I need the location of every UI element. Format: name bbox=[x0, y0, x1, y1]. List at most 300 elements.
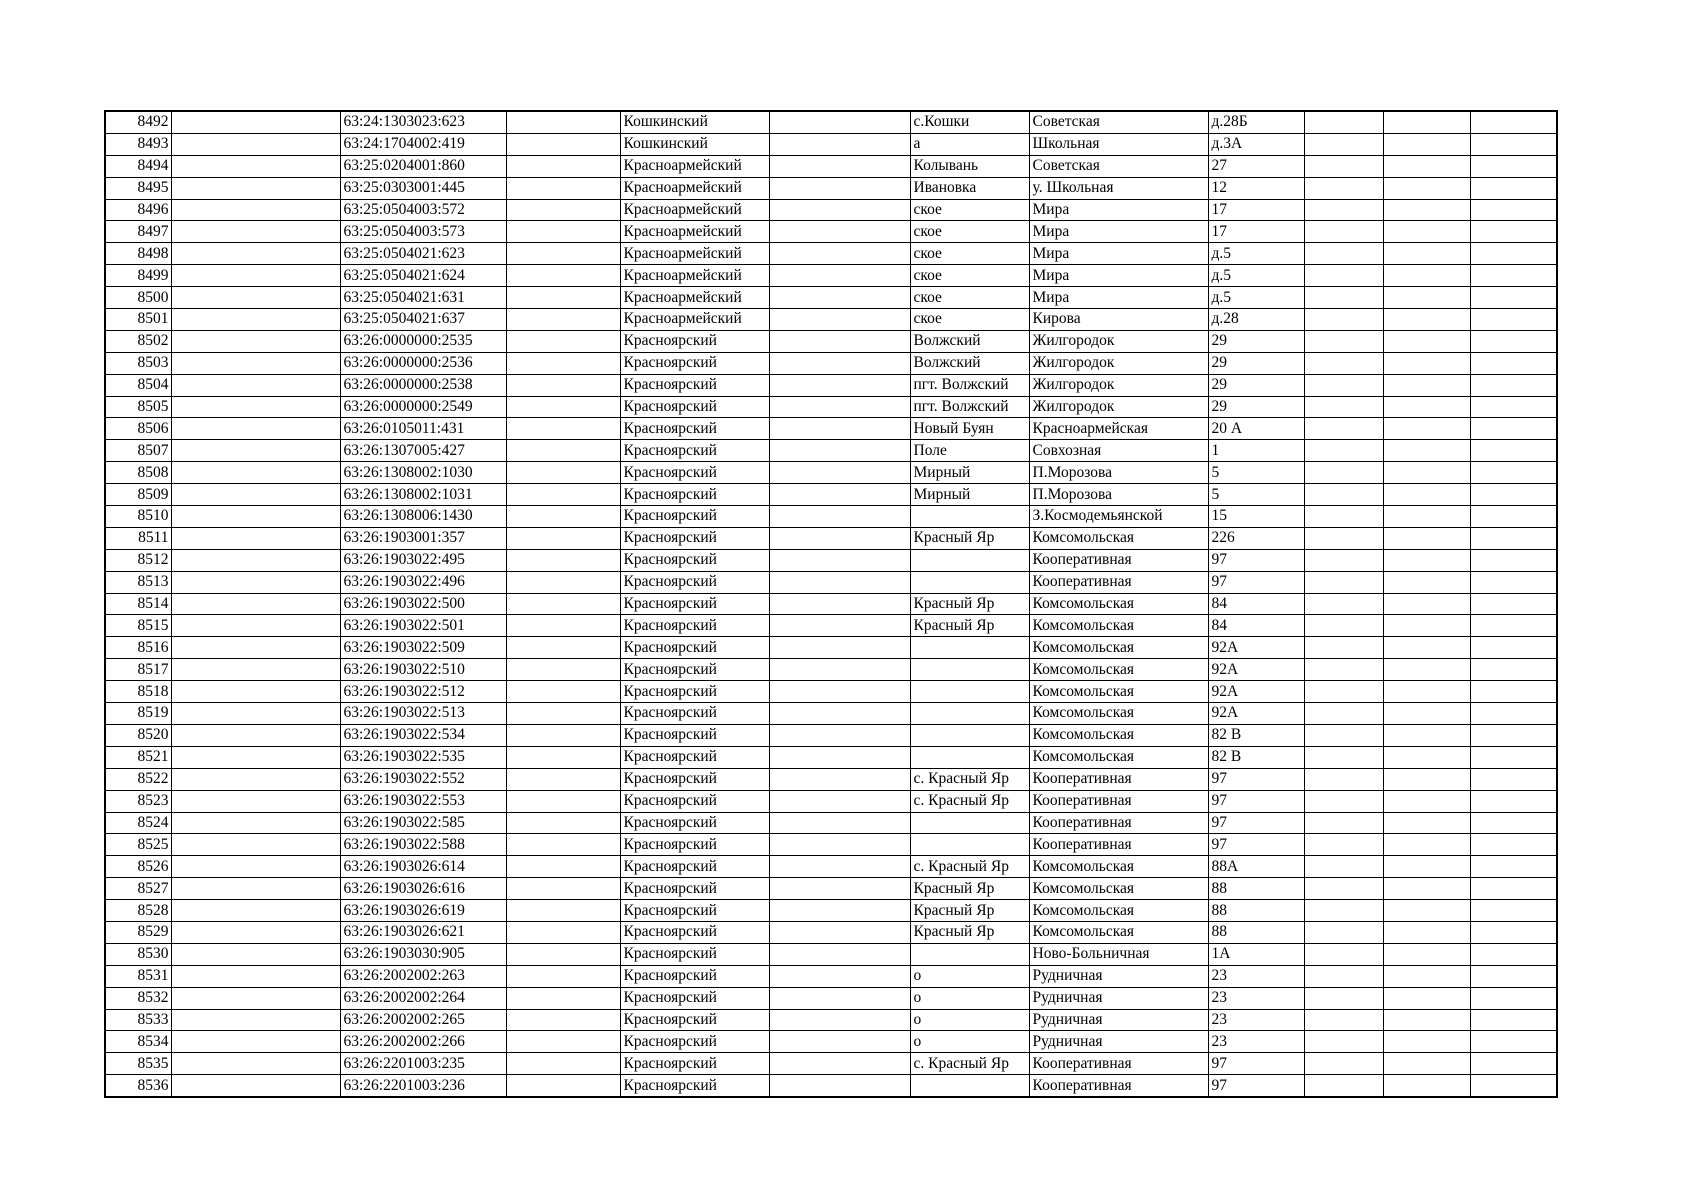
cadastral-number-cell: 63:26:1903026:621 bbox=[340, 921, 506, 943]
row-number-cell: 8531 bbox=[105, 965, 171, 987]
empty-cell bbox=[1304, 615, 1383, 637]
house-number-cell: 23 bbox=[1208, 1031, 1304, 1053]
settlement-cell bbox=[910, 681, 1029, 703]
empty-cell bbox=[769, 221, 910, 243]
empty-cell bbox=[1470, 199, 1557, 221]
empty-cell bbox=[171, 243, 340, 265]
empty-cell bbox=[1304, 265, 1383, 287]
district-cell: Красноярский bbox=[620, 834, 769, 856]
district-cell: Красноармейский bbox=[620, 309, 769, 331]
empty-cell bbox=[1304, 768, 1383, 790]
house-number-cell: 82 В bbox=[1208, 746, 1304, 768]
empty-cell bbox=[1304, 790, 1383, 812]
house-number-cell: 12 bbox=[1208, 177, 1304, 199]
street-cell: Рудничная bbox=[1029, 1009, 1208, 1031]
empty-cell bbox=[506, 155, 620, 177]
street-cell: Кооперативная bbox=[1029, 1053, 1208, 1075]
empty-cell bbox=[506, 746, 620, 768]
empty-cell bbox=[171, 834, 340, 856]
empty-cell bbox=[1304, 396, 1383, 418]
house-number-cell: д.5 bbox=[1208, 287, 1304, 309]
cadastral-number-cell: 63:26:0000000:2536 bbox=[340, 352, 506, 374]
empty-cell bbox=[769, 549, 910, 571]
street-cell: Комсомольская bbox=[1029, 593, 1208, 615]
table-row bbox=[105, 834, 1557, 856]
empty-cell bbox=[506, 111, 620, 133]
cadastral-number-cell: 63:26:2002002:265 bbox=[340, 1009, 506, 1031]
empty-cell bbox=[1383, 812, 1470, 834]
row-number-cell: 8529 bbox=[105, 921, 171, 943]
house-number-cell: 97 bbox=[1208, 812, 1304, 834]
district-cell: Красноярский bbox=[620, 1031, 769, 1053]
empty-cell bbox=[1304, 199, 1383, 221]
settlement-cell: с. Красный Яр bbox=[910, 1053, 1029, 1075]
empty-cell bbox=[1470, 484, 1557, 506]
empty-cell bbox=[769, 659, 910, 681]
empty-cell bbox=[1304, 878, 1383, 900]
empty-cell bbox=[1470, 681, 1557, 703]
empty-cell bbox=[171, 265, 340, 287]
district-cell: Красноярский bbox=[620, 856, 769, 878]
empty-cell bbox=[506, 659, 620, 681]
empty-cell bbox=[1383, 856, 1470, 878]
empty-cell bbox=[171, 790, 340, 812]
empty-cell bbox=[1304, 965, 1383, 987]
empty-cell bbox=[769, 681, 910, 703]
empty-cell bbox=[171, 856, 340, 878]
house-number-cell: 23 bbox=[1208, 965, 1304, 987]
district-cell: Красноярский bbox=[620, 396, 769, 418]
empty-cell bbox=[171, 1031, 340, 1053]
empty-cell bbox=[1470, 1053, 1557, 1075]
empty-cell bbox=[769, 834, 910, 856]
house-number-cell: 92А bbox=[1208, 659, 1304, 681]
cadastral-number-cell: 63:26:1903022:513 bbox=[340, 703, 506, 725]
district-cell: Красноармейский bbox=[620, 287, 769, 309]
empty-cell bbox=[506, 352, 620, 374]
empty-cell bbox=[506, 243, 620, 265]
empty-cell bbox=[1304, 462, 1383, 484]
empty-cell bbox=[171, 921, 340, 943]
street-cell: Комсомольская bbox=[1029, 921, 1208, 943]
row-number-cell: 8516 bbox=[105, 637, 171, 659]
street-cell: у. Школьная bbox=[1029, 177, 1208, 199]
street-cell: Комсомольская bbox=[1029, 637, 1208, 659]
empty-cell bbox=[1304, 221, 1383, 243]
empty-cell bbox=[171, 309, 340, 331]
empty-cell bbox=[1304, 133, 1383, 155]
cadastral-number-cell: 63:26:1308002:1030 bbox=[340, 462, 506, 484]
settlement-cell: с. Красный Яр bbox=[910, 790, 1029, 812]
empty-cell bbox=[769, 484, 910, 506]
empty-cell bbox=[1470, 177, 1557, 199]
empty-cell bbox=[1383, 965, 1470, 987]
district-cell: Красноярский bbox=[620, 681, 769, 703]
street-cell: Комсомольская bbox=[1029, 856, 1208, 878]
house-number-cell: 97 bbox=[1208, 549, 1304, 571]
house-number-cell: 29 bbox=[1208, 330, 1304, 352]
empty-cell bbox=[1304, 724, 1383, 746]
empty-cell bbox=[506, 418, 620, 440]
settlement-cell: Колывань bbox=[910, 155, 1029, 177]
table-row bbox=[105, 418, 1557, 440]
house-number-cell: 97 bbox=[1208, 834, 1304, 856]
empty-cell bbox=[171, 155, 340, 177]
empty-cell bbox=[1304, 155, 1383, 177]
settlement-cell: с.Кошки bbox=[910, 111, 1029, 133]
street-cell: Кооперативная bbox=[1029, 834, 1208, 856]
empty-cell bbox=[1304, 1075, 1383, 1097]
empty-cell bbox=[171, 111, 340, 133]
empty-cell bbox=[171, 681, 340, 703]
cadastral-number-cell: 63:26:1903022:535 bbox=[340, 746, 506, 768]
row-number-cell: 8527 bbox=[105, 878, 171, 900]
empty-cell bbox=[769, 374, 910, 396]
street-cell: П.Морозова bbox=[1029, 462, 1208, 484]
district-cell: Красноярский bbox=[620, 724, 769, 746]
empty-cell bbox=[171, 724, 340, 746]
empty-cell bbox=[1304, 571, 1383, 593]
row-number-cell: 8517 bbox=[105, 659, 171, 681]
empty-cell bbox=[769, 243, 910, 265]
empty-cell bbox=[506, 768, 620, 790]
cadastral-number-cell: 63:26:1903022:534 bbox=[340, 724, 506, 746]
street-cell: Кооперативная bbox=[1029, 1075, 1208, 1097]
empty-cell bbox=[1470, 1075, 1557, 1097]
empty-cell bbox=[1470, 571, 1557, 593]
empty-cell bbox=[1383, 374, 1470, 396]
house-number-cell: 5 bbox=[1208, 484, 1304, 506]
district-cell: Красноярский bbox=[620, 965, 769, 987]
table-row bbox=[105, 330, 1557, 352]
table-row bbox=[105, 812, 1557, 834]
house-number-cell: 97 bbox=[1208, 1053, 1304, 1075]
settlement-cell: ское bbox=[910, 287, 1029, 309]
empty-cell bbox=[506, 549, 620, 571]
settlement-cell: Новый Буян bbox=[910, 418, 1029, 440]
street-cell: Комсомольская bbox=[1029, 527, 1208, 549]
house-number-cell: 88 bbox=[1208, 900, 1304, 922]
empty-cell bbox=[506, 703, 620, 725]
empty-cell bbox=[1304, 1053, 1383, 1075]
data-table bbox=[104, 110, 1558, 1098]
empty-cell bbox=[769, 943, 910, 965]
empty-cell bbox=[769, 812, 910, 834]
table-row bbox=[105, 440, 1557, 462]
empty-cell bbox=[1470, 987, 1557, 1009]
empty-cell bbox=[1383, 462, 1470, 484]
cadastral-number-cell: 63:26:1903022:588 bbox=[340, 834, 506, 856]
empty-cell bbox=[171, 506, 340, 528]
empty-cell bbox=[1470, 834, 1557, 856]
cadastral-number-cell: 63:26:2002002:264 bbox=[340, 987, 506, 1009]
row-number-cell: 8520 bbox=[105, 724, 171, 746]
empty-cell bbox=[1304, 374, 1383, 396]
row-number-cell: 8530 bbox=[105, 943, 171, 965]
empty-cell bbox=[1470, 506, 1557, 528]
settlement-cell: ское bbox=[910, 265, 1029, 287]
empty-cell bbox=[506, 987, 620, 1009]
empty-cell bbox=[506, 790, 620, 812]
cadastral-number-cell: 63:26:1903022:509 bbox=[340, 637, 506, 659]
settlement-cell: о bbox=[910, 1009, 1029, 1031]
cadastral-number-cell: 63:25:0303001:445 bbox=[340, 177, 506, 199]
cadastral-number-cell: 63:26:2002002:263 bbox=[340, 965, 506, 987]
street-cell: Комсомольская bbox=[1029, 746, 1208, 768]
street-cell: Рудничная bbox=[1029, 965, 1208, 987]
empty-cell bbox=[171, 746, 340, 768]
district-cell: Красноярский bbox=[620, 330, 769, 352]
settlement-cell: Красный Яр bbox=[910, 593, 1029, 615]
cadastral-number-cell: 63:25:0504021:637 bbox=[340, 309, 506, 331]
empty-cell bbox=[1304, 1031, 1383, 1053]
empty-cell bbox=[769, 746, 910, 768]
table-row bbox=[105, 374, 1557, 396]
settlement-cell: Красный Яр bbox=[910, 900, 1029, 922]
empty-cell bbox=[1304, 287, 1383, 309]
empty-cell bbox=[1304, 352, 1383, 374]
table-row bbox=[105, 177, 1557, 199]
house-number-cell: 97 bbox=[1208, 790, 1304, 812]
district-cell: Красноярский bbox=[620, 615, 769, 637]
row-number-cell: 8534 bbox=[105, 1031, 171, 1053]
cadastral-number-cell: 63:26:1903026:616 bbox=[340, 878, 506, 900]
district-cell: Красноярский bbox=[620, 900, 769, 922]
house-number-cell: 92А bbox=[1208, 681, 1304, 703]
empty-cell bbox=[1383, 265, 1470, 287]
empty-cell bbox=[1470, 221, 1557, 243]
house-number-cell: 92А bbox=[1208, 637, 1304, 659]
empty-cell bbox=[171, 199, 340, 221]
empty-cell bbox=[1470, 549, 1557, 571]
empty-cell bbox=[769, 330, 910, 352]
table-row bbox=[105, 155, 1557, 177]
empty-cell bbox=[1304, 703, 1383, 725]
empty-cell bbox=[769, 571, 910, 593]
table-row bbox=[105, 1009, 1557, 1031]
empty-cell bbox=[769, 856, 910, 878]
empty-cell bbox=[1304, 484, 1383, 506]
empty-cell bbox=[506, 1009, 620, 1031]
empty-cell bbox=[769, 965, 910, 987]
row-number-cell: 8536 bbox=[105, 1075, 171, 1097]
empty-cell bbox=[1470, 768, 1557, 790]
street-cell: Мира bbox=[1029, 221, 1208, 243]
empty-cell bbox=[506, 1053, 620, 1075]
empty-cell bbox=[769, 352, 910, 374]
empty-cell bbox=[1470, 900, 1557, 922]
empty-cell bbox=[506, 965, 620, 987]
empty-cell bbox=[1470, 637, 1557, 659]
settlement-cell: ское bbox=[910, 309, 1029, 331]
empty-cell bbox=[1304, 943, 1383, 965]
empty-cell bbox=[1304, 900, 1383, 922]
street-cell: Кооперативная bbox=[1029, 812, 1208, 834]
house-number-cell: 5 bbox=[1208, 462, 1304, 484]
row-number-cell: 8511 bbox=[105, 527, 171, 549]
empty-cell bbox=[506, 484, 620, 506]
district-cell: Красноярский bbox=[620, 703, 769, 725]
empty-cell bbox=[1304, 330, 1383, 352]
street-cell: Жилгородок bbox=[1029, 396, 1208, 418]
row-number-cell: 8522 bbox=[105, 768, 171, 790]
cadastral-number-cell: 63:26:1903022:501 bbox=[340, 615, 506, 637]
empty-cell bbox=[1383, 615, 1470, 637]
settlement-cell: а bbox=[910, 133, 1029, 155]
street-cell: Жилгородок bbox=[1029, 352, 1208, 374]
table-row bbox=[105, 878, 1557, 900]
empty-cell bbox=[506, 265, 620, 287]
street-cell: Совхозная bbox=[1029, 440, 1208, 462]
cadastral-number-cell: 63:26:0105011:431 bbox=[340, 418, 506, 440]
empty-cell bbox=[1383, 593, 1470, 615]
row-number-cell: 8497 bbox=[105, 221, 171, 243]
table-row bbox=[105, 724, 1557, 746]
empty-cell bbox=[769, 287, 910, 309]
district-cell: Красноармейский bbox=[620, 265, 769, 287]
empty-cell bbox=[769, 527, 910, 549]
cadastral-number-cell: 63:25:0504021:631 bbox=[340, 287, 506, 309]
district-cell: Красноярский bbox=[620, 352, 769, 374]
house-number-cell: 29 bbox=[1208, 352, 1304, 374]
empty-cell bbox=[769, 1031, 910, 1053]
settlement-cell: о bbox=[910, 965, 1029, 987]
district-cell: Красноярский bbox=[620, 593, 769, 615]
district-cell: Красноярский bbox=[620, 637, 769, 659]
empty-cell bbox=[171, 177, 340, 199]
empty-cell bbox=[1383, 440, 1470, 462]
row-number-cell: 8533 bbox=[105, 1009, 171, 1031]
settlement-cell: с. Красный Яр bbox=[910, 856, 1029, 878]
empty-cell bbox=[1383, 287, 1470, 309]
settlement-cell: Мирный bbox=[910, 462, 1029, 484]
empty-cell bbox=[171, 571, 340, 593]
empty-cell bbox=[506, 681, 620, 703]
settlement-cell bbox=[910, 724, 1029, 746]
cadastral-number-cell: 63:26:1903022:496 bbox=[340, 571, 506, 593]
empty-cell bbox=[1304, 309, 1383, 331]
table-row bbox=[105, 462, 1557, 484]
empty-cell bbox=[171, 1009, 340, 1031]
empty-cell bbox=[769, 418, 910, 440]
district-cell: Красноярский bbox=[620, 943, 769, 965]
empty-cell bbox=[1470, 155, 1557, 177]
empty-cell bbox=[506, 1075, 620, 1097]
empty-cell bbox=[769, 768, 910, 790]
house-number-cell: 92А bbox=[1208, 703, 1304, 725]
empty-cell bbox=[769, 506, 910, 528]
cadastral-number-cell: 63:26:1903001:357 bbox=[340, 527, 506, 549]
empty-cell bbox=[769, 987, 910, 1009]
empty-cell bbox=[1470, 812, 1557, 834]
settlement-cell: Волжский bbox=[910, 352, 1029, 374]
table-row bbox=[105, 243, 1557, 265]
empty-cell bbox=[1470, 396, 1557, 418]
empty-cell bbox=[769, 111, 910, 133]
district-cell: Красноармейский bbox=[620, 177, 769, 199]
empty-cell bbox=[1304, 812, 1383, 834]
empty-cell bbox=[171, 440, 340, 462]
street-cell: Жилгородок bbox=[1029, 330, 1208, 352]
district-cell: Красноярский bbox=[620, 1075, 769, 1097]
district-cell: Красноярский bbox=[620, 418, 769, 440]
empty-cell bbox=[1383, 943, 1470, 965]
cadastral-number-cell: 63:26:1308006:1430 bbox=[340, 506, 506, 528]
street-cell: Советская bbox=[1029, 111, 1208, 133]
empty-cell bbox=[171, 287, 340, 309]
empty-cell bbox=[1383, 900, 1470, 922]
district-cell: Красноармейский bbox=[620, 243, 769, 265]
house-number-cell: 23 bbox=[1208, 1009, 1304, 1031]
empty-cell bbox=[1304, 111, 1383, 133]
empty-cell bbox=[769, 615, 910, 637]
street-cell: Мира bbox=[1029, 243, 1208, 265]
empty-cell bbox=[769, 921, 910, 943]
empty-cell bbox=[1304, 834, 1383, 856]
empty-cell bbox=[506, 506, 620, 528]
district-cell: Кошкинский bbox=[620, 133, 769, 155]
empty-cell bbox=[1470, 418, 1557, 440]
street-cell: Школьная bbox=[1029, 133, 1208, 155]
empty-cell bbox=[171, 615, 340, 637]
empty-cell bbox=[1304, 1009, 1383, 1031]
row-number-cell: 8493 bbox=[105, 133, 171, 155]
empty-cell bbox=[506, 440, 620, 462]
empty-cell bbox=[506, 921, 620, 943]
street-cell: Рудничная bbox=[1029, 987, 1208, 1009]
empty-cell bbox=[1470, 352, 1557, 374]
row-number-cell: 8513 bbox=[105, 571, 171, 593]
table-body bbox=[105, 111, 1557, 1097]
empty-cell bbox=[769, 155, 910, 177]
cadastral-number-cell: 63:26:1903022:585 bbox=[340, 812, 506, 834]
settlement-cell bbox=[910, 549, 1029, 571]
settlement-cell: ское bbox=[910, 243, 1029, 265]
district-cell: Красноярский bbox=[620, 768, 769, 790]
district-cell: Красноярский bbox=[620, 571, 769, 593]
empty-cell bbox=[769, 878, 910, 900]
empty-cell bbox=[1470, 330, 1557, 352]
street-cell: Комсомольская bbox=[1029, 703, 1208, 725]
street-cell: Комсомольская bbox=[1029, 659, 1208, 681]
district-cell: Красноярский bbox=[620, 746, 769, 768]
table-row bbox=[105, 506, 1557, 528]
empty-cell bbox=[506, 527, 620, 549]
table-row bbox=[105, 199, 1557, 221]
settlement-cell bbox=[910, 703, 1029, 725]
empty-cell bbox=[1383, 506, 1470, 528]
row-number-cell: 8526 bbox=[105, 856, 171, 878]
empty-cell bbox=[506, 396, 620, 418]
empty-cell bbox=[1470, 527, 1557, 549]
table-row bbox=[105, 549, 1557, 571]
empty-cell bbox=[1383, 878, 1470, 900]
empty-cell bbox=[171, 221, 340, 243]
table-row bbox=[105, 396, 1557, 418]
settlement-cell bbox=[910, 637, 1029, 659]
street-cell: Рудничная bbox=[1029, 1031, 1208, 1053]
empty-cell bbox=[1383, 659, 1470, 681]
row-number-cell: 8515 bbox=[105, 615, 171, 637]
street-cell: Мира bbox=[1029, 287, 1208, 309]
cadastral-number-cell: 63:26:2201003:236 bbox=[340, 1075, 506, 1097]
house-number-cell: 1 bbox=[1208, 440, 1304, 462]
empty-cell bbox=[1383, 1053, 1470, 1075]
empty-cell bbox=[1304, 921, 1383, 943]
row-number-cell: 8502 bbox=[105, 330, 171, 352]
empty-cell bbox=[1383, 133, 1470, 155]
street-cell: Красноармейская bbox=[1029, 418, 1208, 440]
